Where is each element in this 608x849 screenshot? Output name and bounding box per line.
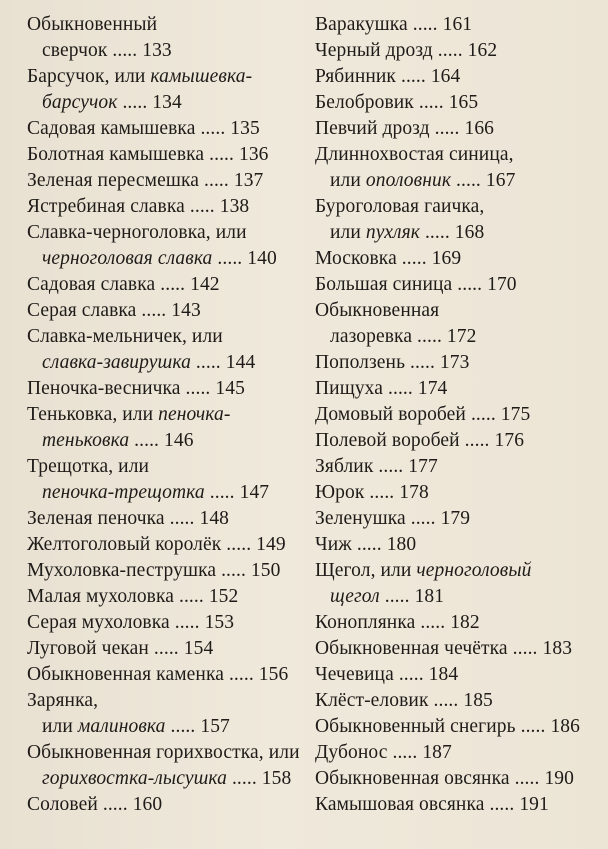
toc-entry-text: Полевой воробей ..... 176 bbox=[315, 430, 525, 451]
toc-entry-line bbox=[315, 142, 605, 168]
toc-entry-text: ..... 140 bbox=[212, 248, 277, 269]
toc-entry-text: Обыкновенный снегирь ..... 186 bbox=[315, 716, 580, 737]
toc-entry-italic-text: черноголовая славка bbox=[42, 248, 213, 269]
toc-entry-line bbox=[27, 90, 307, 116]
toc-entry-line bbox=[27, 194, 307, 220]
toc-entry-line bbox=[27, 454, 307, 480]
toc-entry-text: Обыкновенная каменка ..... 156 bbox=[27, 664, 289, 685]
toc-entry-line bbox=[315, 480, 605, 506]
toc-entry-line bbox=[27, 532, 307, 558]
toc-entry-text: ..... 158 bbox=[226, 768, 292, 789]
toc-entry-line bbox=[315, 688, 605, 714]
toc-entry-line bbox=[27, 350, 307, 376]
toc-entry-text: Буроголовая гаичка, bbox=[315, 196, 485, 217]
toc-entry-line bbox=[27, 246, 307, 272]
toc-entry-text: Пищуха ..... 174 bbox=[315, 378, 448, 399]
toc-entry-text: Щегол, или bbox=[315, 560, 417, 581]
toc-entry-line bbox=[27, 636, 307, 662]
toc-entry-text: Садовая славка ..... 142 bbox=[27, 274, 220, 295]
toc-entry-text: Длиннохвостая синица, bbox=[315, 144, 514, 165]
toc-entry-text: Обыкновенная чечётка ..... 183 bbox=[315, 638, 573, 659]
toc-entry-line bbox=[315, 168, 605, 194]
toc-entry-line bbox=[315, 272, 605, 298]
toc-entry-text: Варакушка ..... 161 bbox=[315, 14, 473, 35]
toc-entry-line bbox=[315, 532, 605, 558]
toc-entry-line bbox=[27, 506, 307, 532]
toc-entry-text: ..... 134 bbox=[117, 92, 182, 113]
toc-entry-text: Юрок ..... 178 bbox=[315, 482, 429, 503]
toc-entry-italic-text: теньковка bbox=[42, 430, 130, 451]
toc-entry-line bbox=[27, 116, 307, 142]
toc-entry-line bbox=[27, 428, 307, 454]
toc-entry-line bbox=[315, 298, 605, 324]
toc-entry-italic-text: камышевка- bbox=[150, 66, 253, 87]
toc-entry-text: Серая славка ..... 143 bbox=[27, 300, 201, 321]
toc-entry-line bbox=[315, 64, 605, 90]
toc-entry-text: Большая синица ..... 170 bbox=[315, 274, 517, 295]
toc-entry-text: или bbox=[330, 170, 366, 191]
toc-entry-line bbox=[315, 324, 605, 350]
toc-entry-italic-text: пухляк bbox=[365, 222, 420, 243]
toc-entry-line bbox=[27, 376, 307, 402]
toc-entry-text: Малая мухоловка ..... 152 bbox=[27, 586, 239, 607]
toc-entry-text: ..... 157 bbox=[165, 716, 230, 737]
toc-entry-line bbox=[315, 350, 605, 376]
toc-entry-italic-text: славка-завирушка bbox=[42, 352, 191, 373]
toc-entry-text: Поползень ..... 173 bbox=[315, 352, 470, 373]
toc-entry-text: Барсучок, или bbox=[27, 66, 151, 87]
toc-entry-line bbox=[27, 64, 307, 90]
toc-entry-line bbox=[315, 766, 605, 792]
toc-entry-text: Теньковка, или bbox=[27, 404, 159, 425]
toc-entry-line bbox=[315, 246, 605, 272]
toc-entry-text: Дубонос ..... 187 bbox=[315, 742, 452, 763]
toc-entry-line bbox=[315, 220, 605, 246]
toc-entry-text: Славка-черноголовка, или bbox=[27, 222, 247, 243]
toc-entry-text: Серая мухоловка ..... 153 bbox=[27, 612, 235, 633]
toc-entry-italic-text: барсучок bbox=[42, 92, 118, 113]
toc-entry-line bbox=[315, 636, 605, 662]
toc-entry-line bbox=[27, 610, 307, 636]
toc-entry-line bbox=[315, 662, 605, 688]
toc-entry-text: Белобровик ..... 165 bbox=[315, 92, 479, 113]
toc-entry-line bbox=[315, 454, 605, 480]
toc-entry-text: Обыкновенная овсянка ..... 190 bbox=[315, 768, 574, 789]
toc-entry-line bbox=[27, 480, 307, 506]
toc-entry-text: Пеночка-весничка ..... 145 bbox=[27, 378, 245, 399]
toc-entry-text: Мухоловка-пеструшка ..... 150 bbox=[27, 560, 281, 581]
toc-entry-line bbox=[315, 194, 605, 220]
toc-entry-text: Зеленая пересмешка ..... 137 bbox=[27, 170, 264, 191]
toc-entry-line bbox=[27, 740, 307, 766]
toc-entry-line bbox=[27, 714, 307, 740]
toc-entry-line bbox=[315, 610, 605, 636]
toc-entry-text: Чиж ..... 180 bbox=[315, 534, 417, 555]
toc-entry-text: Обыкновенный bbox=[27, 14, 158, 35]
toc-entry-line bbox=[27, 688, 307, 714]
toc-entry-text: Зарянка, bbox=[27, 690, 99, 711]
toc-entry-text: Зеленая пеночка ..... 148 bbox=[27, 508, 230, 529]
toc-entry-text: Московка ..... 169 bbox=[315, 248, 462, 269]
toc-entry-text: Желтоголовый королёк ..... 149 bbox=[27, 534, 286, 555]
toc-entry-text: ..... 147 bbox=[204, 482, 270, 503]
toc-entry-line bbox=[315, 402, 605, 428]
toc-entry-line bbox=[315, 714, 605, 740]
toc-entry-text: сверчок ..... 133 bbox=[42, 40, 172, 61]
toc-entry-text: ..... 144 bbox=[190, 352, 256, 373]
toc-entry-line bbox=[27, 662, 307, 688]
toc-entry-text: Коноплянка ..... 182 bbox=[315, 612, 480, 633]
toc-left-column bbox=[27, 12, 307, 818]
toc-entry-text: Клёст-еловик ..... 185 bbox=[315, 690, 493, 711]
toc-entry-line bbox=[315, 558, 605, 584]
toc-entry-text: ..... 167 bbox=[451, 170, 516, 191]
toc-entry-line bbox=[27, 142, 307, 168]
toc-entry-italic-text: малиновка bbox=[77, 716, 166, 737]
toc-entry-text: ..... 168 bbox=[419, 222, 485, 243]
toc-entry-line bbox=[27, 766, 307, 792]
toc-entry-italic-text: щегол bbox=[330, 586, 380, 607]
toc-entry-line bbox=[315, 740, 605, 766]
toc-entry-text: Домовый воробей ..... 175 bbox=[315, 404, 531, 425]
toc-entry-italic-text: пеночка-трещотка bbox=[42, 482, 205, 503]
toc-entry-line bbox=[27, 38, 307, 64]
toc-entry-text: Камышовая овсянка ..... 191 bbox=[315, 794, 549, 815]
toc-entry-italic-text: ополовник bbox=[365, 170, 452, 191]
toc-entry-text: Соловей ..... 160 bbox=[27, 794, 163, 815]
toc-entry-text: Ястребиная славка ..... 138 bbox=[27, 196, 250, 217]
toc-entry-line bbox=[315, 116, 605, 142]
toc-entry-line bbox=[27, 792, 307, 818]
toc-entry-italic-text: горихвостка-лысушка bbox=[42, 768, 227, 789]
toc-entry-text: Зеленушка ..... 179 bbox=[315, 508, 471, 529]
toc-entry-text: Зяблик ..... 177 bbox=[315, 456, 438, 477]
toc-entry-line bbox=[27, 402, 307, 428]
toc-right-column bbox=[315, 12, 605, 818]
toc-entry-line bbox=[27, 584, 307, 610]
toc-entry-text: Черный дрозд ..... 162 bbox=[315, 40, 498, 61]
toc-entry-italic-text: черноголовый bbox=[416, 560, 532, 581]
toc-entry-line bbox=[27, 12, 307, 38]
toc-entry-text: Трещотка, или bbox=[27, 456, 150, 477]
toc-entry-text: Чечевица ..... 184 bbox=[315, 664, 459, 685]
toc-entry-line bbox=[315, 506, 605, 532]
toc-entry-text: или bbox=[42, 716, 78, 737]
toc-entry-text: Обыкновенная bbox=[315, 300, 440, 321]
toc-entry-line bbox=[27, 168, 307, 194]
toc-entry-text: Луговой чекан ..... 154 bbox=[27, 638, 214, 659]
toc-entry-text: Болотная камышевка ..... 136 bbox=[27, 144, 269, 165]
toc-entry-line bbox=[315, 584, 605, 610]
toc-entry-line bbox=[315, 428, 605, 454]
toc-entry-line bbox=[315, 792, 605, 818]
toc-entry-line bbox=[27, 272, 307, 298]
toc-entry-line bbox=[27, 298, 307, 324]
toc-entry-text: Обыкновенная горихвостка, или bbox=[27, 742, 300, 763]
toc-entry-text: или bbox=[330, 222, 366, 243]
toc-entry-line bbox=[315, 90, 605, 116]
toc-entry-line bbox=[27, 220, 307, 246]
toc-entry-italic-text: пеночка- bbox=[158, 404, 231, 425]
toc-entry-text: лазоревка ..... 172 bbox=[330, 326, 477, 347]
toc-entry-text: ..... 146 bbox=[129, 430, 194, 451]
toc-entry-line bbox=[315, 376, 605, 402]
toc-entry-text: Славка-мельничек, или bbox=[27, 326, 223, 347]
toc-entry-text: Певчий дрозд ..... 166 bbox=[315, 118, 495, 139]
toc-entry-text: ..... 181 bbox=[379, 586, 445, 607]
toc-entry-text: Рябинник ..... 164 bbox=[315, 66, 461, 87]
toc-entry-line bbox=[27, 558, 307, 584]
toc-entry-line bbox=[315, 12, 605, 38]
toc-entry-line bbox=[27, 324, 307, 350]
toc-entry-text: Садовая камышевка ..... 135 bbox=[27, 118, 260, 139]
toc-entry-line bbox=[315, 38, 605, 64]
